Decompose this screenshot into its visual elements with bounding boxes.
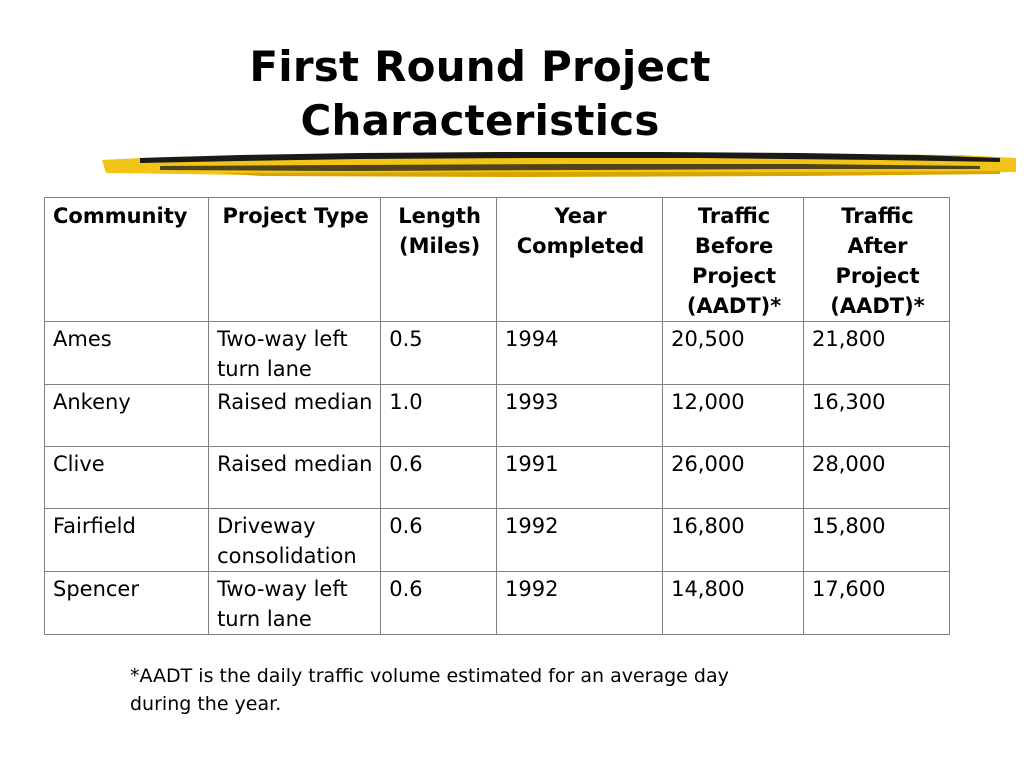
header-year-completed: Year Completed <box>496 198 662 322</box>
header-traffic-after: Traffic After Project (AADT)* <box>804 198 950 322</box>
brush-stroke-divider <box>100 146 1020 182</box>
title-line-2: Characteristics <box>300 96 660 145</box>
cell-length: 0.6 <box>381 572 497 635</box>
cell-project-type: Raised median <box>209 447 381 509</box>
cell-traffic-after: 15,800 <box>804 509 950 572</box>
cell-community: Ames <box>45 322 209 385</box>
cell-project-type: Raised median <box>209 385 381 447</box>
cell-project-type: Two-way left turn lane <box>209 322 381 385</box>
cell-traffic-after: 17,600 <box>804 572 950 635</box>
cell-year: 1992 <box>496 572 662 635</box>
cell-community: Fairfield <box>45 509 209 572</box>
table-row <box>45 385 950 447</box>
cell-traffic-after: 16,300 <box>804 385 950 447</box>
cell-traffic-before: 16,800 <box>663 509 804 572</box>
table-header-row <box>45 198 950 322</box>
cell-project-type: Two-way left turn lane <box>209 572 381 635</box>
header-traffic-before: Traffic Before Project (AADT)* <box>663 198 804 322</box>
header-project-type: Project Type <box>209 198 381 322</box>
cell-traffic-before: 12,000 <box>663 385 804 447</box>
cell-traffic-before: 26,000 <box>663 447 804 509</box>
cell-traffic-after: 28,000 <box>804 447 950 509</box>
title-line-1: First Round Project <box>249 42 711 91</box>
table-row <box>45 572 950 635</box>
cell-length: 1.0 <box>381 385 497 447</box>
cell-traffic-before: 20,500 <box>663 322 804 385</box>
header-community: Community <box>45 198 209 322</box>
table-row <box>45 509 950 572</box>
cell-year: 1991 <box>496 447 662 509</box>
cell-year: 1994 <box>496 322 662 385</box>
cell-community: Spencer <box>45 572 209 635</box>
cell-community: Ankeny <box>45 385 209 447</box>
slide-title <box>180 40 780 148</box>
cell-traffic-before: 14,800 <box>663 572 804 635</box>
cell-year: 1993 <box>496 385 662 447</box>
table-row <box>45 447 950 509</box>
cell-length: 0.6 <box>381 447 497 509</box>
cell-length: 0.5 <box>381 322 497 385</box>
header-length: Length (Miles) <box>381 198 497 322</box>
cell-traffic-after: 21,800 <box>804 322 950 385</box>
table-row <box>45 322 950 385</box>
cell-project-type: Driveway consolidation <box>209 509 381 572</box>
project-characteristics-table <box>44 197 950 635</box>
cell-length: 0.6 <box>381 509 497 572</box>
cell-year: 1992 <box>496 509 662 572</box>
aadt-footnote: *AADT is the daily traffic volume estimated for an average day during the year. <box>130 665 729 715</box>
cell-community: Clive <box>45 447 209 509</box>
